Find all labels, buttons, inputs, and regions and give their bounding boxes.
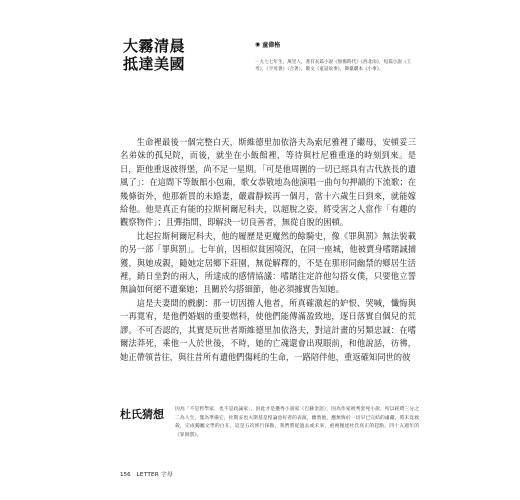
author-info [255,40,415,74]
article-title [123,37,223,73]
author-byline [255,40,415,49]
bullet-icon: ◉ [255,41,261,48]
page-number: 156 [120,472,131,478]
body-paragraph-2: 比起拉斯柯爾尼科夫，他的履歷是更魔然的餘騎史，像《罪與罰》無法裝載的另一部「罪與罰」。七年前，因相似貧困境況，在同一座城，他被賣身嗜賭誠捕獲，與她成親，隨她定居鄉下莊園，無從解釋的，不是在那形同幽禁的鄉居生活裡，銷日坐對的兩人，所達成的感情協議：嗜賭注定許他勾搭女僕，只要他立誓無論如何絕不遺棄她；且關於勾搭細節，他必須據實告知她。 [120,230,416,295]
body-paragraph-3: 這是夫妻間的戲劇：那一切因擔人他者，所真確激起的妒恨、哭喊，懺悔與一再寬宥，是他們婚姻的重要燃料，使他們能傳滿盈致地，逐日落實自個兒的荒謬。不可否認的，其實是玩世者斯維德里加依洛夫，對這計畫的另類忠誠：在嗜爾法莽死，乘他一人於世後，不時，她的亡魂還會出現眼前，和他說話，彷彿，她正帶領昔往，與往昔所有遺他們傷耗的生命，一路陪伴他，重返確知同世的彼 [120,297,416,362]
body-paragraph-1: 生命裡最後一個完整白天，斯維德里加依洛夫為索尼雅裡了繼母，安頓妥三名弟妹的孤兒院，而後，就坐在小飯館裡，等待與杜尼雅重逢的時刻到來。是日，距他重返彼得堡，尚不足一星期。「可是他周圍的一切已經具有古代族長的遺風了」：在這間下等飯館小包廂，歌女恭敬地為他演唱一曲句句押韻的下流歌；在幾條街外，他那新買的未婚妻，嚴肅靜候再一個月，當十六歲生日到來，就能嫁給他。他是真正有能的拉斯柯爾尼科夫，以超脫之姿，將受害之人當作「有趣的觀察物件」；且彈指間，即解決一切良善者，無從自脫的困頓。 [120,137,416,228]
article-title-line-1: 大霧清晨 [123,37,186,55]
author-bio: 一九七七年生，萬里人，著有長篇小說《無傷時代》《西北雨》，短篇小說《王考》，《字母會》（合著），散文《童話故事》，舞臺劇本《小事》。 [255,60,412,73]
sidebar-note-heading: 杜氏猜想 [120,408,164,421]
article-title-line-2: 抵達美國 [123,55,186,73]
sidebar-note-text: 因為「不是哲學家，也不是政論家」，因此才是優秀小說家（巴赫金語），因為作家被判套死小說，所以耗費三分之二為人生，僅為準備它，杜斯妥也夫斯基是惶論惡好者的表演，雖然他，應無悔於一切早已完結的肅藏，將未竟救殺，完成獨屬文學的白在，這是五次經行探勘，我們將從過去或未來，重複拋達杜氏真正的起點，四十五週年的《罪與罰》。 [175,407,419,438]
author-name: 童偉格 [262,42,281,49]
page-footer [120,470,173,478]
article-body [120,136,416,364]
sidebar-note [120,406,420,450]
magazine-name: LETTER 字母 [136,472,173,478]
